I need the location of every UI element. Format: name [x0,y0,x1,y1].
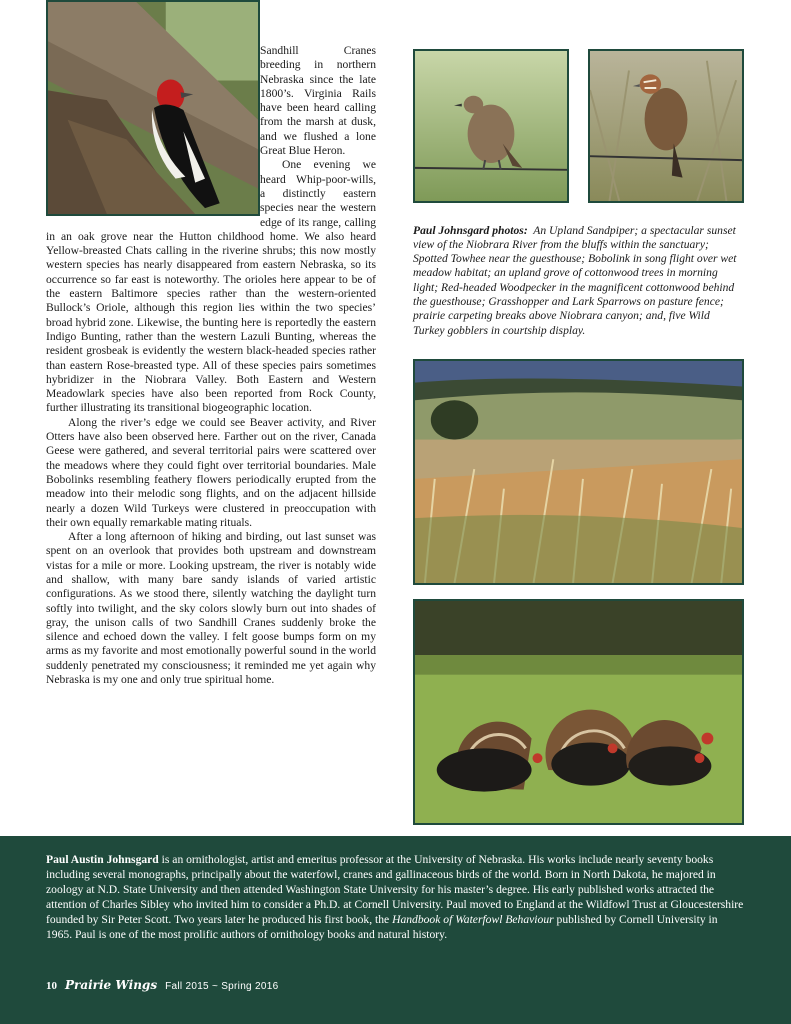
page-folio [46,978,278,992]
article-paragraph: Along the river’s edge we could see Beaver activity, and River Otters have also been observed here. Farther out on the river, Canada Geese were gathered, and several territorial pairs were scattered over the meadows where they could fight over territorial boundaries. Male Bobolinks resembling feathery flowers periodically erupted from the meadow into their melodic song flights, and on the adjacent hillside nearly a dozen Wild Turkeys were clustered in preoccupation with their own equally remarkable mating rituals. [46,415,376,529]
caption-text: An Upland Sandpiper; a spectacular sunset view of the Niobrara River from the bluffs within the sanctuary; Spotted Towhee near the guesthouse; Bobolink in song flight over wet meadow habitat; an upland grove of cottonwood trees in morning light; Red-headed Woodpecker in the magnificent cottonwood behind the guesthouse; Grasshopper and Lark Sparrows on pasture fence; prairie carpeting breaks above Niobrara canyon; and, five Wild Turkey gobblers in courtship display. [413,223,737,337]
author-bio-footer [0,836,791,1024]
article-column [46,44,376,687]
book-title: Handbook of Waterfowl Behaviour [392,913,554,926]
lark-sparrow-photo [588,49,744,203]
prairie-landscape-photo [413,359,744,585]
photo-credit: Paul Johnsgard photos: [413,223,528,237]
author-bio [46,852,746,942]
page-number: 10 [46,980,57,992]
bio-text: published by Cornell University in 1965. Paul is one of the most prolific authors of ornithology books and natural history. [46,913,718,941]
magazine-title: Prairie Wings [65,978,158,992]
sandpiper-photo [413,49,569,203]
issue-date: Fall 2015 ~ Spring 2016 [165,981,279,992]
woodpecker-photo [46,0,260,216]
bio-text: is an ornithologist, artist and emeritus professor at the University of Nebraska. His works include nearly seventy books including several monographs, principally about the waterfowl, cranes and gallinaceous birds of the world. Born in North Dakota, he majored in zoology at N.D. State University and then attended Washington State University for his master’s degree. His early published works attracted the attention of Charles Sibley who invited him to consider a Ph.D. at Cornell University. Paul moved to England at the Wildfowl Trust at Gloucestershire founded by Sir Peter Scott. Two years later he produced his first book, the [46,853,744,926]
photo-caption [413,224,743,338]
article-paragraph: Sandhill Cranes breeding in northern Nebraska since the late 1800’s. Virginia Rails have been heard calling from the marsh at dusk, and we flushed a lone Great Blue Heron. [260,44,376,158]
author-name: Paul Austin Johnsgard [46,853,159,866]
wild-turkeys-photo [413,599,744,825]
article-paragraph: After a long afternoon of hiking and birding, out last sunset was spent on an overlook that provides both upstream and downstream vistas for a mile or more. Looking upstream, the river is notably wide and shallow, with many bare sandy islands of varied artistic configurations. As we stood there, silently watching the daylight turn softly into twilight, and the sky colors slowly burn out into shades of gray, the unison calls of two Sandhill Cranes suddenly broke the silence and echoed down the valley. I felt goose bumps form on my arms as my favorite and most emotionally powerful sound in the world suddenly penetrated my consciousness; it reminded me yet again why Nebraska is my one and only true spiritual home. [46,530,376,687]
article-paragraph: One evening we heard Whip-poor-wills, a distinctly eastern species near the western edge of its range, calling in an oak grove near the Hutton childhood home. We also heard Yellow-breasted Chats calling in the riverine shrubs; this now mostly western species has nearly disappeared from eastern Nebraska, so its occurrence so far east is noteworthy. The orioles here appear to be of the eastern Baltimore species rather than the western-oriented Bullock’s Oriole, although this region lies within the two species’ broad hybrid zone. Likewise, the bunting here is reportedly the eastern Indigo Bunting, rather than the western Lazuli Bunting, whereas the resident grosbeak is evidently the western black-headed species rather than eastern Rose-breasted type. All of these species pairs sometimes hybridizer in the Niobrara Valley. Both Eastern and Western Meadowlark species have also been reported from Rock County, further illustrating its transitional biogeographic location. [46,158,376,415]
